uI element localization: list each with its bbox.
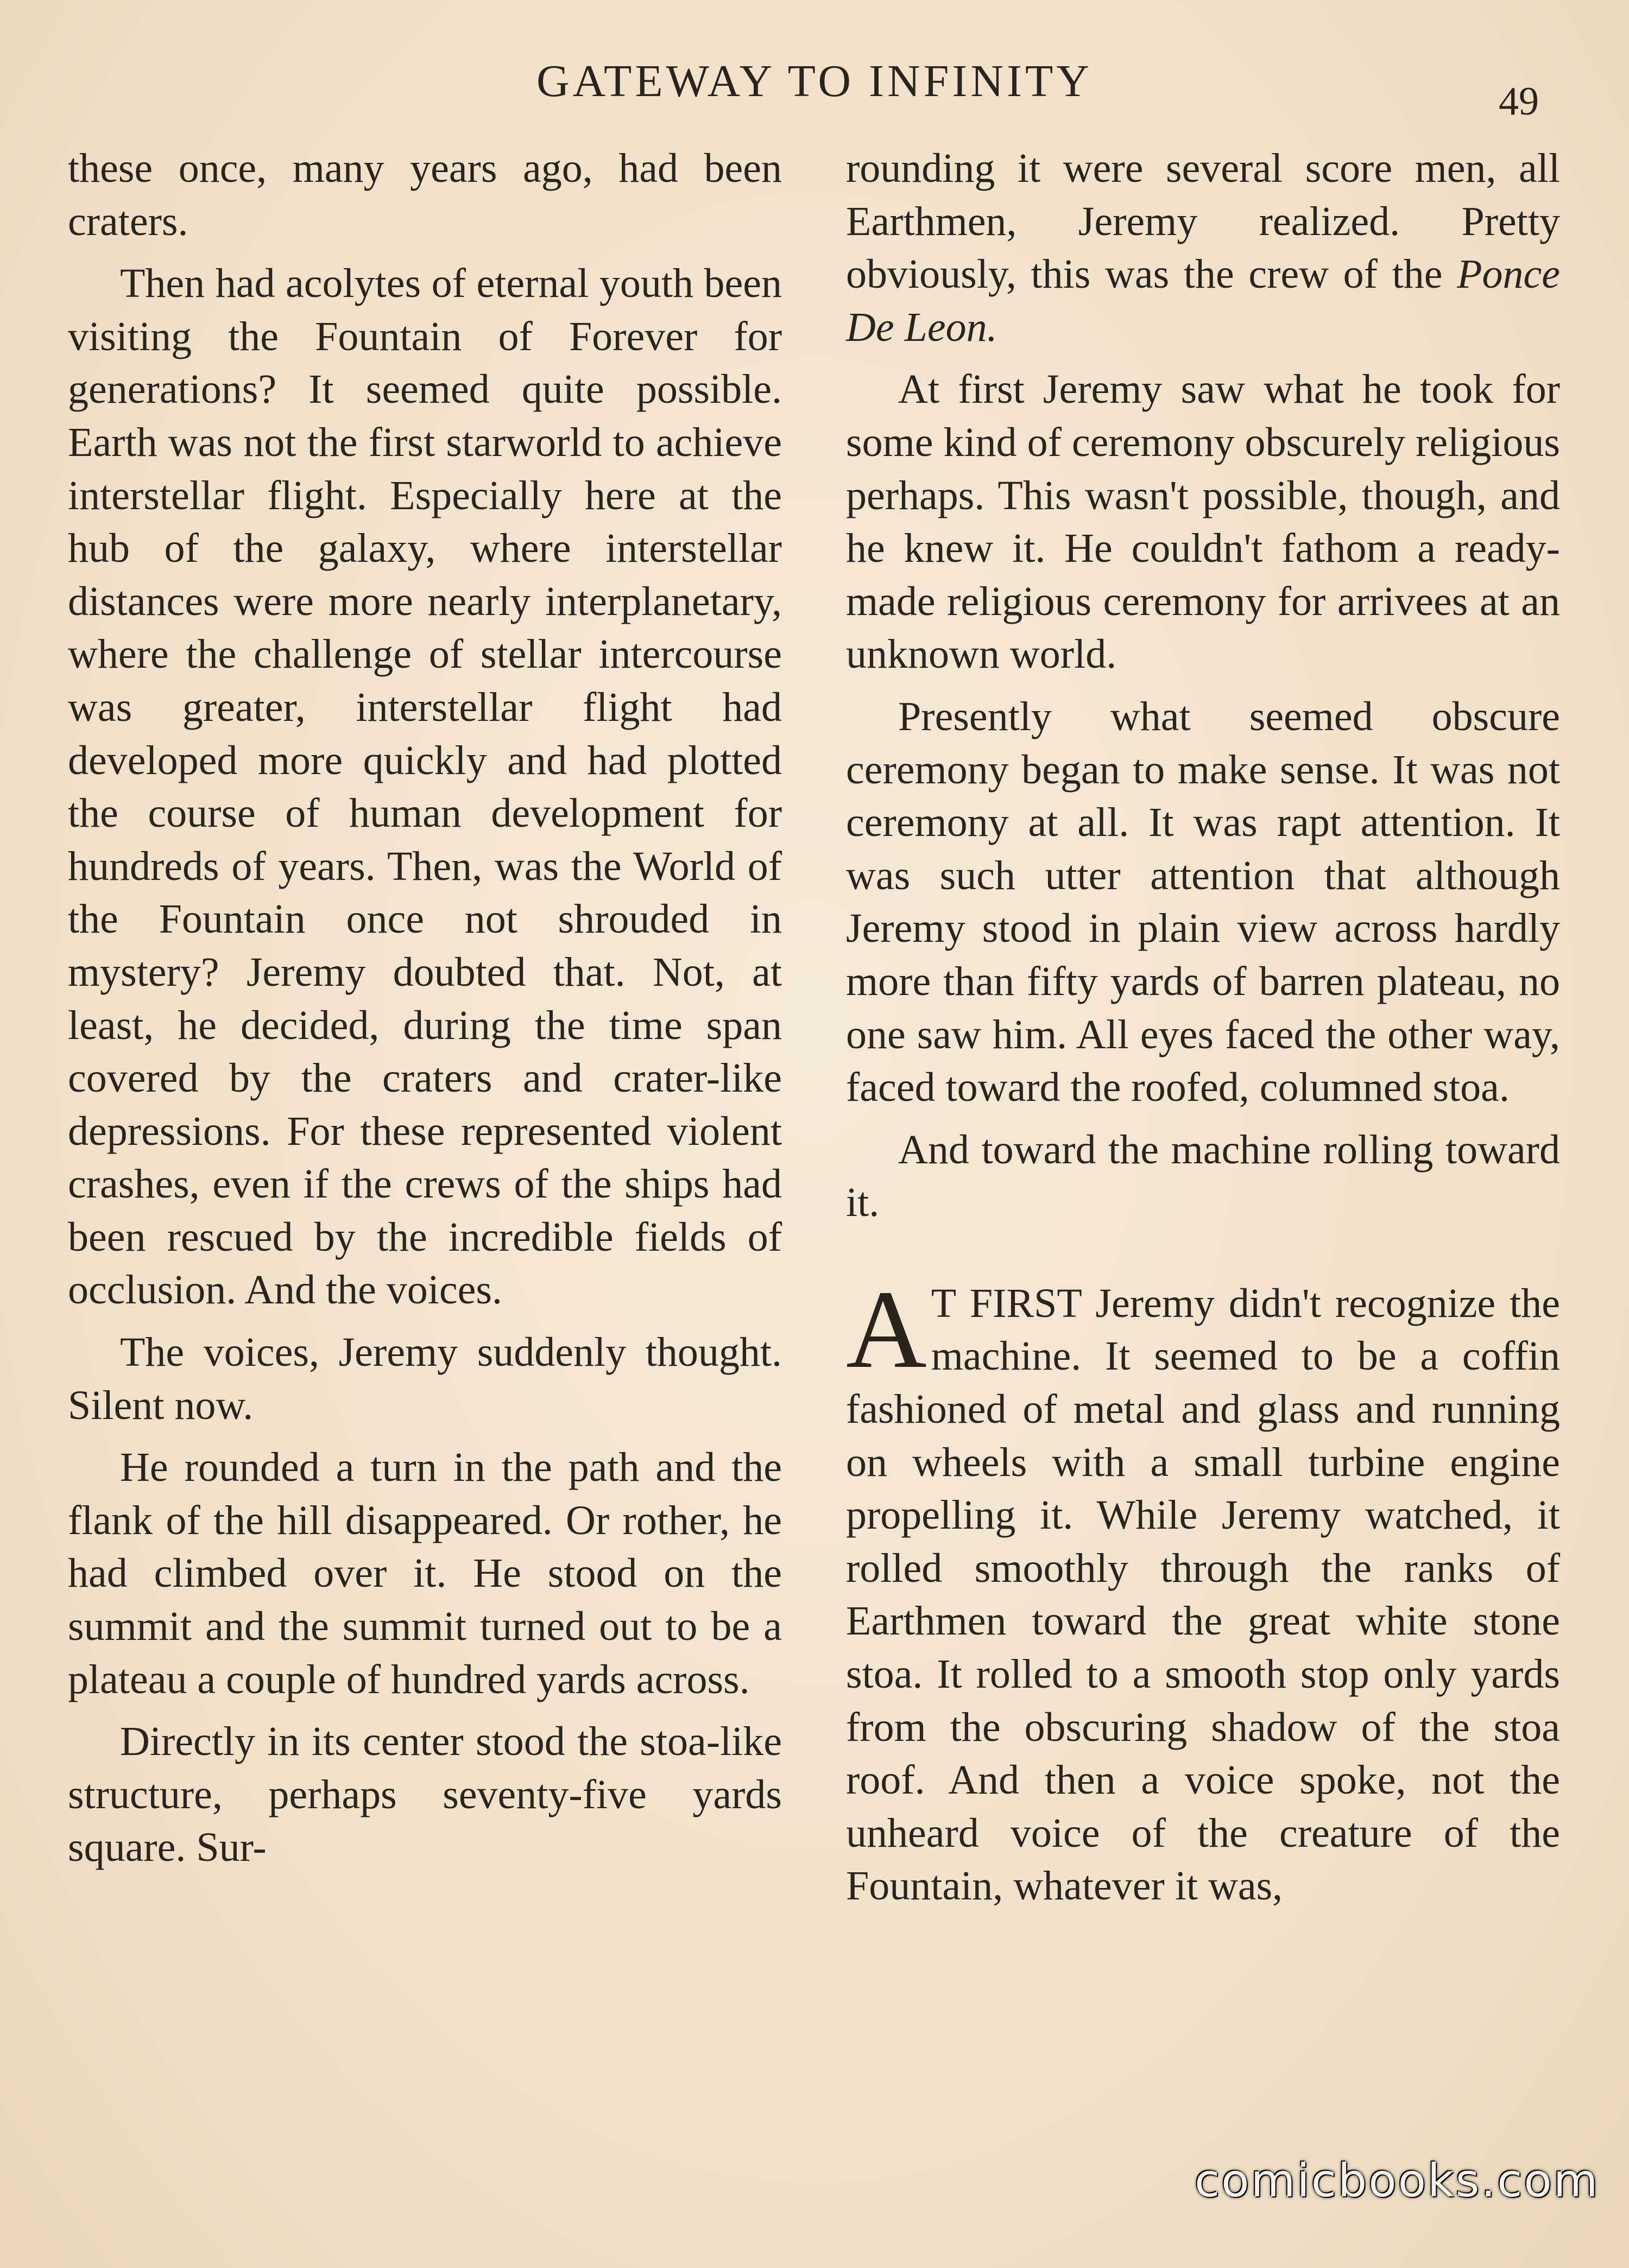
running-head: GATEWAY TO INFINITY (536, 56, 1093, 106)
paragraph: Directly in its center stood the stoa-like structure, perhaps seventy-five yards square. Sur- (68, 1719, 782, 1871)
paragraph: And toward the machine rolling toward it. (846, 1126, 1560, 1226)
left-column (68, 142, 782, 1884)
ship-name: Ponce De Leon. (846, 251, 1560, 350)
paragraph: Presently what seemed obscure ceremony began to make sense. It was not ceremony at all. It was rapt attention. It was such utter attention that although Jeremy stood in plain view across hardly more than fifty yards of barren plateau, no one saw him. All eyes faced the other way, faced toward the roofed, columned stoa. (846, 693, 1560, 1111)
paragraph (846, 142, 1560, 354)
watermark: comicbooks.com (1195, 2154, 1600, 2207)
paragraph: The voices, Jeremy suddenly thought. Silent now. (68, 1329, 782, 1428)
paragraph: At first Jeremy saw what he took for some kind of ceremony obscurely religious perhaps. This wasn't possible, though, and he knew it. He couldn't fathom a ready-made religious ceremony for arrivees at an unknown world. (846, 366, 1560, 677)
page-number: 49 (1499, 79, 1539, 124)
right-column (846, 142, 1560, 1922)
paragraph: Then had acolytes of eternal youth been visiting the Fountain of Forever for generations? It seemed quite possible. Earth was not the first starworld to achieve interstellar flight. Especially here at the hub of the galaxy, where interstellar distances were more nearly interplanetary, where the challenge of stellar intercourse was greater, interstellar flight had developed more quickly and had plotted the course of human development for hundreds of years. Then, was the World of the Fountain once not shrouded in mystery? Jeremy doubted that. Not, at least, he decided, during the time span covered by the craters and crater-like depressions. For these represented violent crashes, even if the crews of the ships had been rescued by the incredible fields of occlusion. And the voices. (68, 261, 782, 1313)
drop-cap: A (846, 1266, 927, 1391)
small-caps-lead: T FIRST (931, 1280, 1082, 1326)
paragraph-text: rounding it were several score men, all Earthmen, Jeremy realized. Pretty obviously, this was the crew of the (846, 145, 1560, 297)
paragraph: these once, many years ago, had been craters. (68, 145, 782, 244)
paragraph-text: Jeremy didn't recognize the machine. It seemed to be a coffin fashioned of metal and glass and running on wheels with a small turbine engine propelling it. While Jeremy watched, it rolled smoothly through the ranks of Earthmen toward the great white stone stoa. It rolled to a smooth stop only yards from the obscuring shadow of the stoa roof. And then a voice spoke, not the unheard voice of the creature of the Fountain, whatever it was, (846, 1280, 1560, 1909)
section-start-paragraph (846, 1266, 1560, 1913)
paragraph: He rounded a turn in the path and the flank of the hill disappeared. Or rother, he had climbed over it. He stood on the summit and the summit turned out to be a plateau a couple of hundred yards across. (68, 1445, 782, 1702)
